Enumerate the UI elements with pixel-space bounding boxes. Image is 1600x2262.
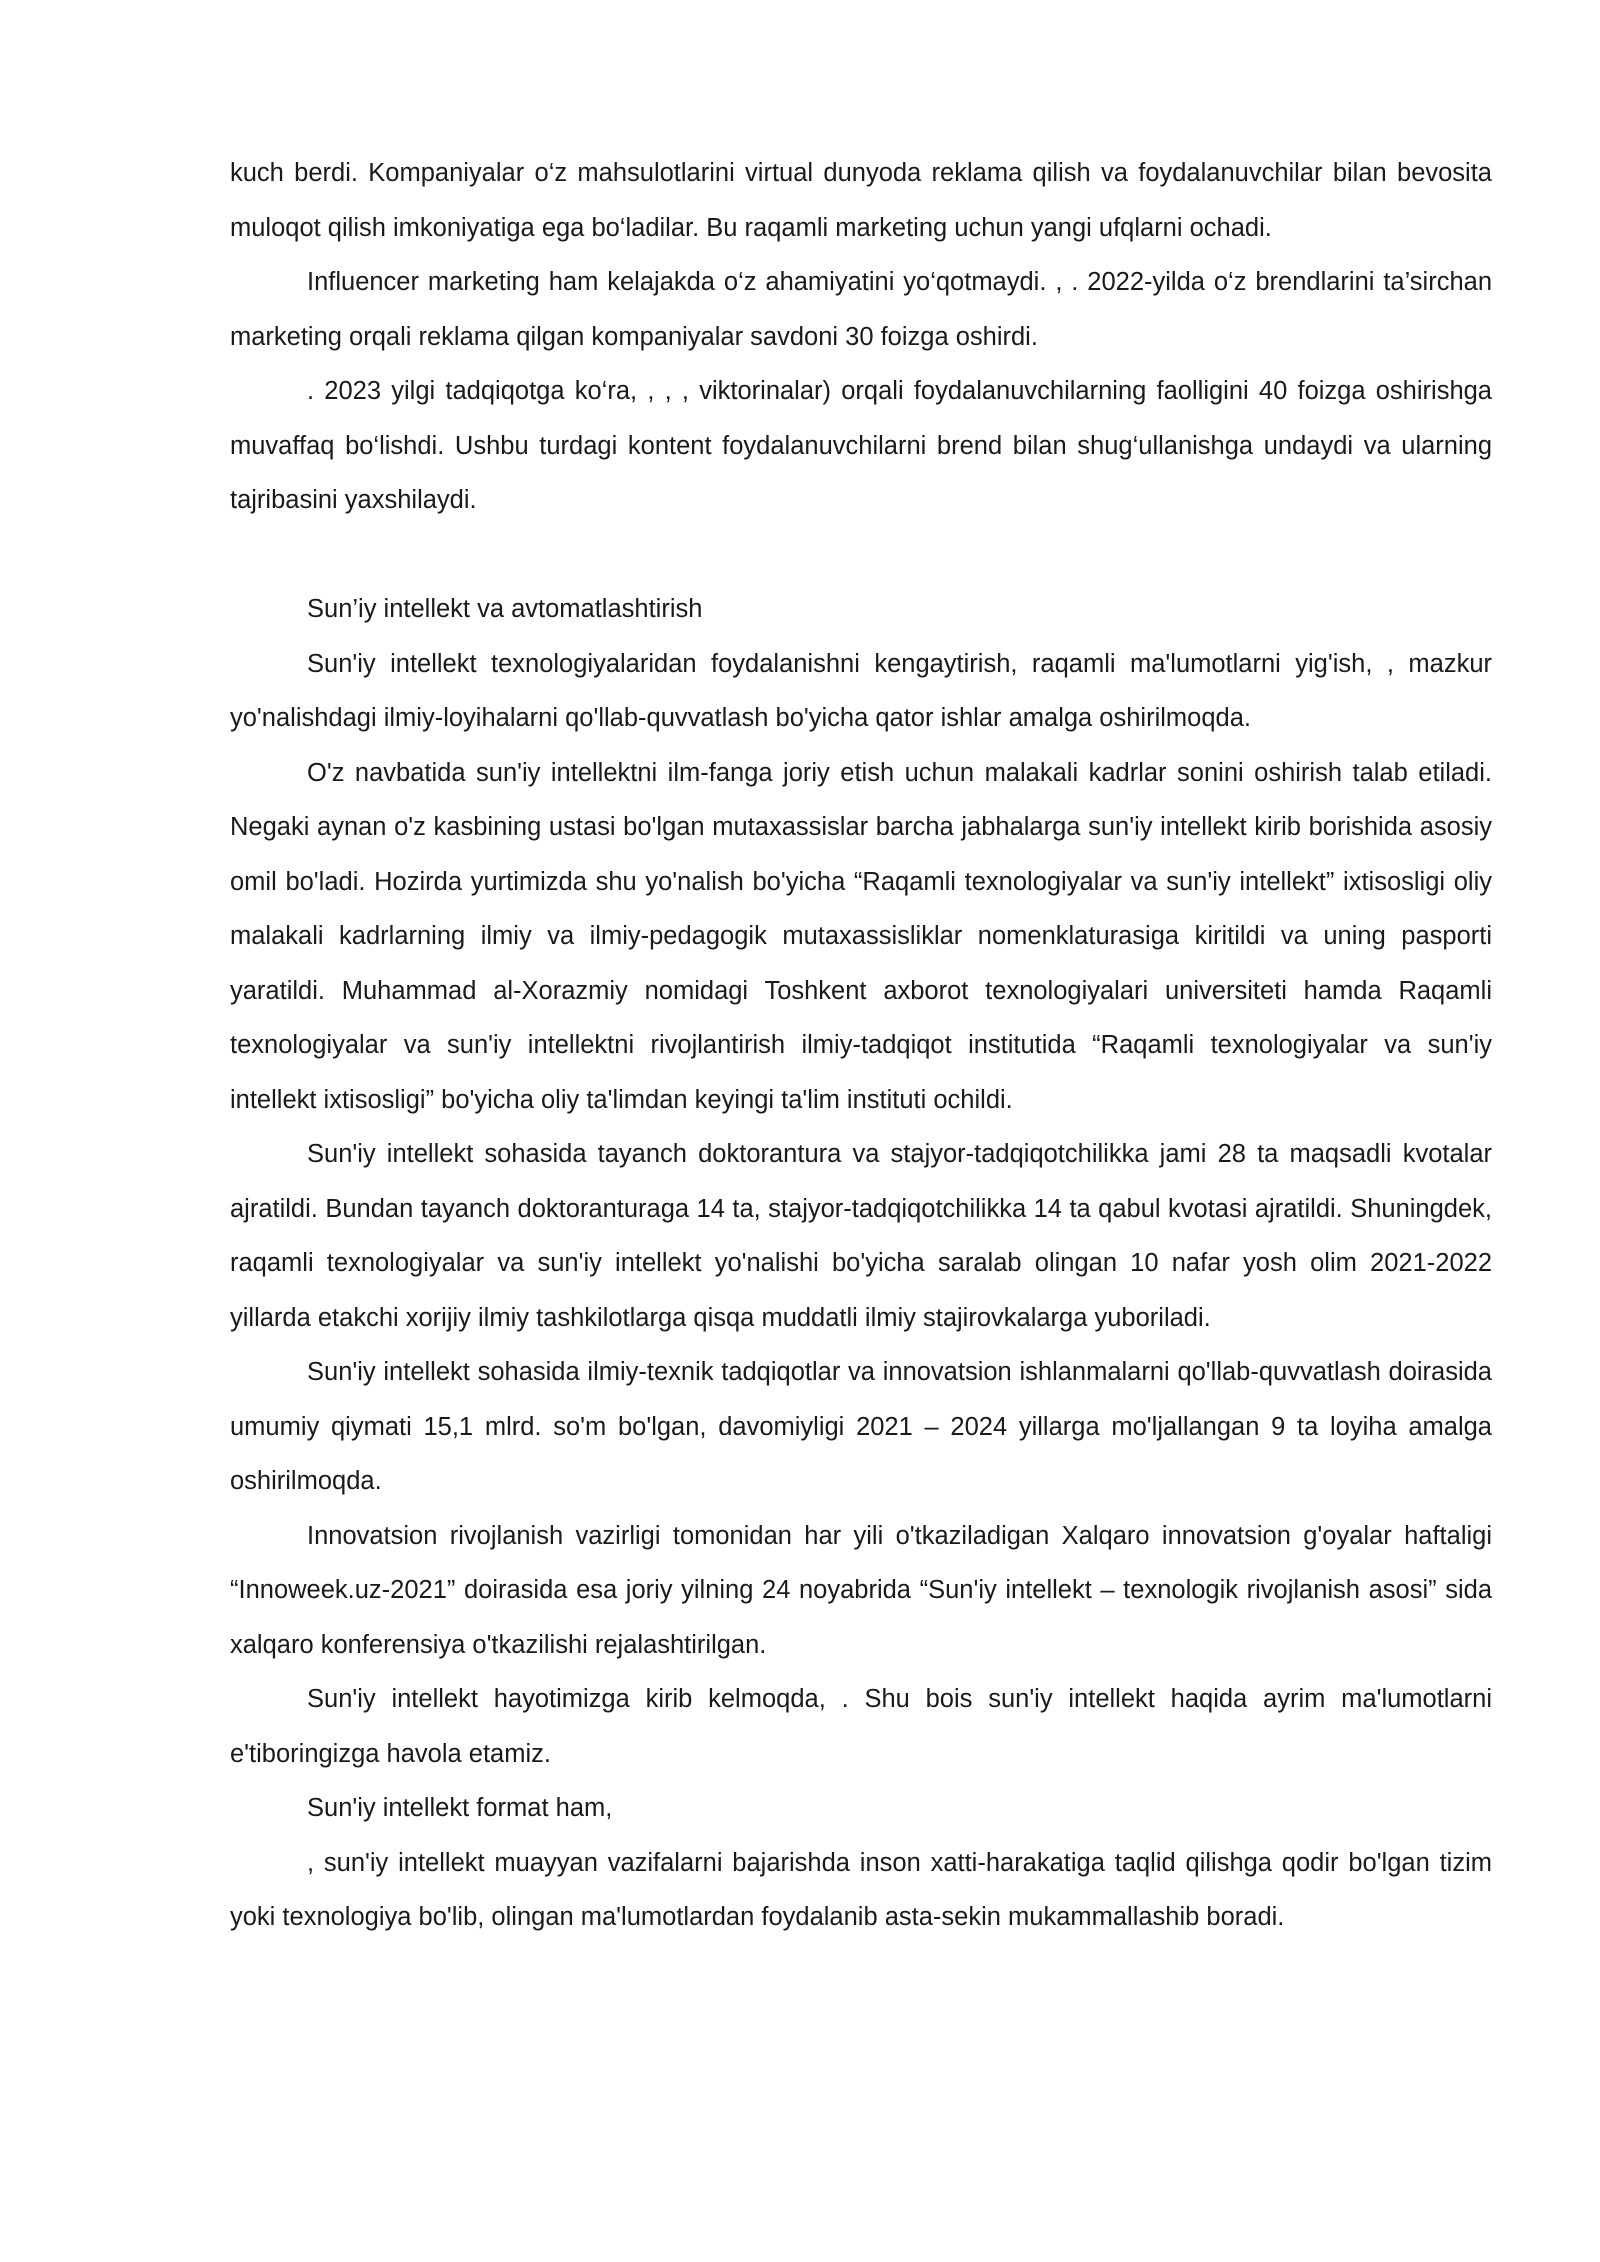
paragraph-research-2023: . 2023 yilgi tadqiqotga ko‘ra, , , , viktorinalar) orqali foydalanuvchilarning faolligini 40 foizga oshirishga muvaffaq bo‘lishdi. Ushbu turdagi kontent foydalanuvchilarni brend bilan shug‘ullanishga undaydi va ularning tajribasini yaxshilaydi. <box>230 377 1492 514</box>
paragraph-ai-life: Sun'iy intellekt hayotimizga kirib kelmoqda, . Shu bois sun'iy intellekt haqida ayrim ma'lumotlarni e'tiboringizga havola etamiz. <box>230 1685 1492 1768</box>
paragraph-ai-personnel: O'z navbatida sun'iy intellektni ilm-fanga joriy etish uchun malakali kadrlar sonini oshirish talab etiladi. Negaki aynan o'z kasbining ustasi bo'lgan mutaxassislar barcha jabhalarga sun'iy intellekt kirib borishida asosiy omil bo'ladi. Hozirda yurtimizda shu yo'nalish bo'yicha “Raqamli texnologiyalar va sun'iy intellekt” ixtisosligi oliy malakali kadrlarning ilmiy va ilmiy-pedagogik mutaxassisliklar nomenklaturasiga kiritildi va uning pasporti yaratildi. Muhammad al-Xorazmiy nomidagi Toshkent axborot texnologiyalari universiteti hamda Raqamli texnologiyalar va sun'iy intellektni rivojlantirish ilmiy-tadqiqot institutida “Raqamli texnologiyalar va sun'iy intellekt ixtisosligi” bo'yicha oliy ta'limdan keyingi ta'lim instituti ochildi. <box>230 758 1492 1114</box>
paragraph-ai-quotas: Sun'iy intellekt sohasida tayanch doktorantura va stajyor-tadqiqotchilikka jami 28 ta maqsadli kvotalar ajratildi. Bundan tayanch doktoranturaga 14 ta, stajyor-tadqiqotchilikka 14 ta qabul kvotasi ajratildi. Shuningdek, raqamli texnologiyalar va sun'iy intellekt yo'nalishi bo'yicha saralab olingan 10 nafar yosh olim 2021-2022 yillarda etakchi xorijiy ilmiy tashkilotlarga qisqa muddatli ilmiy stajirovkalarga yuboriladi. <box>230 1140 1492 1332</box>
document-body <box>230 146 1492 1945</box>
paragraph-ai-projects: Sun'iy intellekt sohasida ilmiy-texnik tadqiqotlar va innovatsion ishlanmalarni qo'llab-quvvatlash doirasida umumiy qiymati 15,1 mlrd. so'm bo'lgan, davomiyligi 2021 – 2024 yillarga mo'ljallangan 9 ta loyiha amalga oshirilmoqda. <box>230 1358 1492 1495</box>
paragraph-influencer-marketing: Influencer marketing ham kelajakda o‘z ahamiyatini yo‘qotmaydi. , . 2022-yilda o‘z brendlarini ta’sirchan marketing orqali reklama qilgan kompaniyalar savdoni 30 foizga oshirdi. <box>230 268 1492 351</box>
section-heading: Sun’iy intellekt va avtomatlashtirish <box>307 595 703 623</box>
paragraph-ai-format: Sun'iy intellekt format ham, <box>307 1794 613 1822</box>
paragraph-ai-definition: , sun'iy intellekt muayyan vazifalarni bajarishda inson xatti-harakatiga taqlid qilishga qodir bo'lgan tizim yoki texnologiya bo'lib, olingan ma'lumotlardan foydalanib asta-sekin mukammallashib boradi. <box>230 1848 1492 1931</box>
paragraph-innoweek: Innovatsion rivojlanish vazirligi tomonidan har yili o'tkaziladigan Xalqaro innovatsion g'oyalar haftaligi “Innoweek.uz-2021” doirasida esa joriy yilning 24 noyabrida “Sun'iy intellekt – texnologik rivojlanish asosi” sida xalqaro konferensiya o'tkazilishi rejalashtirilgan. <box>230 1521 1492 1659</box>
paragraph-continuation: kuch berdi. Kompaniyalar o‘z mahsulotlarini virtual dunyoda reklama qilish va foydalanuvchilar bilan bevosita muloqot qilish imkoniyatiga ega bo‘ladilar. Bu raqamli marketing uchun yangi ufqlarni ochadi. <box>230 159 1492 242</box>
paragraph-ai-technologies: Sun'iy intellekt texnologiyalaridan foydalanishni kengaytirish, raqamli ma'lumotlarni yig'ish, , mazkur yo'nalishdagi ilmiy-loyihalarni qo'llab-quvvatlash bo'yicha qator ishlar amalga oshirilmoqda. <box>230 649 1492 732</box>
